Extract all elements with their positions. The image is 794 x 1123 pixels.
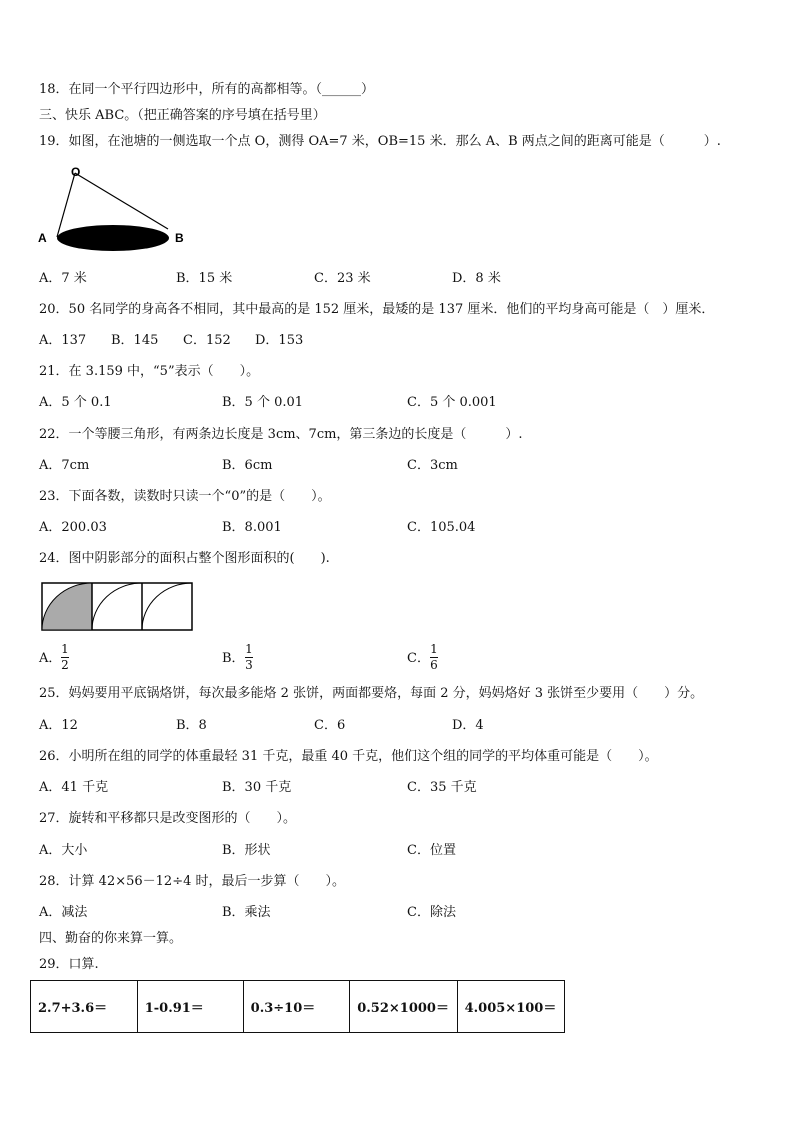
- q19-option-a: A．7 米: [39, 271, 87, 286]
- q28-option-b: B．乘法: [222, 905, 271, 920]
- q21-option-a: A．5 个 0.1: [39, 395, 112, 410]
- q22-option-c: C．3cm: [407, 458, 458, 473]
- calc-cell: 1-0.91＝: [137, 981, 243, 1033]
- question-27: 27．旋转和平移都只是改变图形的（ ）。: [39, 811, 297, 826]
- q23-option-c: C．105.04: [407, 520, 476, 535]
- q23-option-a: A．200.03: [39, 520, 107, 535]
- question-29: 29．口算.: [39, 957, 99, 972]
- question-23: 23．下面各数，读数时只读一个“0”的是（ ）。: [39, 489, 331, 504]
- q24-option-b-letter: B．: [222, 651, 245, 666]
- point-o-label: O: [71, 165, 81, 179]
- table-row: [31, 981, 565, 1033]
- q25-option-d: D．4: [452, 718, 484, 733]
- calc-cell: 4.005×100＝: [457, 981, 564, 1033]
- question-19: 19．如图，在池塘的一侧选取一个点 O，测得 OA=7 米，OB=15 米．那么 A、B 两点之间的距离可能是（ ）.: [39, 134, 721, 149]
- q27-option-a: A．大小: [39, 843, 88, 858]
- question-20: 20．50 名同学的身高各不相同，其中最高的是 152 厘米，最矮的是 137 厘米．他们的平均身高可能是（ ）厘米．: [39, 302, 715, 317]
- q19-option-d: D．8 米: [452, 271, 501, 286]
- calc-cell: 0.52×1000＝: [350, 981, 457, 1033]
- question-26: 26．小明所在组的同学的体重最轻 31 千克，最重 40 千克，他们这个组的同学的平均体重可能是（ ）。: [39, 749, 658, 764]
- fraction-denominator: 3: [245, 658, 253, 672]
- q24-option-a-letter: A．: [39, 651, 62, 666]
- section-3-heading: 三、快乐 ABC。（把正确答案的序号填在括号里）: [39, 108, 326, 123]
- q20-option-b: B．145: [111, 333, 159, 348]
- question-22: 22．一个等腰三角形，有两条边长度是 3cm、7cm，第三条边的长度是（ ）.: [39, 427, 523, 442]
- question-18: 18．在同一个平行四边形中，所有的高都相等。（______）: [39, 82, 375, 97]
- question-21: 21．在 3.159 中，“5”表示（ ）。: [39, 364, 260, 379]
- q20-option-d: D．153: [255, 333, 304, 348]
- q22-option-a: A．7cm: [39, 458, 90, 473]
- q24-option-c-fraction: [430, 643, 438, 672]
- q22-option-b: B．6cm: [222, 458, 273, 473]
- fraction-denominator: 2: [61, 658, 69, 672]
- fraction-numerator: 1: [245, 642, 253, 656]
- fraction-numerator: 1: [61, 642, 69, 656]
- q25-option-a: A．12: [39, 718, 78, 733]
- quarter-circle-figure: [41, 582, 194, 632]
- calc-cell: 2.7+3.6＝: [31, 981, 138, 1033]
- question-24: 24．图中阴影部分的面积占整个图形面积的( ).: [39, 551, 330, 566]
- q24-option-c-letter: C．: [407, 651, 430, 666]
- q20-option-a: A．137: [39, 333, 87, 348]
- q25-option-c: C．6: [314, 718, 346, 733]
- q24-option-a-fraction: [61, 643, 69, 672]
- fraction-denominator: 6: [430, 658, 438, 672]
- point-a-label: A: [38, 231, 47, 245]
- q26-option-b: B．30 千克: [222, 780, 292, 795]
- q19-option-b: B．15 米: [176, 271, 233, 286]
- q26-option-c: C．35 千克: [407, 780, 477, 795]
- calc-cell: 0.3÷10＝: [243, 981, 350, 1033]
- q27-option-b: B．形状: [222, 843, 271, 858]
- q19-option-c: C．23 米: [314, 271, 371, 286]
- q26-option-a: A．41 千克: [39, 780, 109, 795]
- q28-option-c: C．除法: [407, 905, 456, 920]
- mental-math-table: [30, 980, 565, 1033]
- q28-option-a: A．减法: [39, 905, 88, 920]
- section-4-heading: 四、勤奋的你来算一算。: [39, 931, 183, 946]
- question-28: 28．计算 42×56－12÷4 时，最后一步算（ ）。: [39, 874, 345, 889]
- question-25: 25．妈妈要用平底锅烙饼，每次最多能烙 2 张饼，两面都要烙，每面 2 分，妈妈烙好 3 张饼至少要用（ ）分。: [39, 686, 704, 701]
- q24-option-b-fraction: [245, 643, 253, 672]
- q23-option-b: B．8.001: [222, 520, 282, 535]
- q25-option-b: B．8: [176, 718, 207, 733]
- q20-option-c: C．152: [183, 333, 231, 348]
- pond-figure: [30, 160, 200, 255]
- fraction-numerator: 1: [430, 642, 438, 656]
- q21-option-c: C．5 个 0.001: [407, 395, 497, 410]
- q27-option-c: C．位置: [407, 843, 456, 858]
- point-b-label: B: [175, 231, 184, 245]
- q21-option-b: B．5 个 0.01: [222, 395, 304, 410]
